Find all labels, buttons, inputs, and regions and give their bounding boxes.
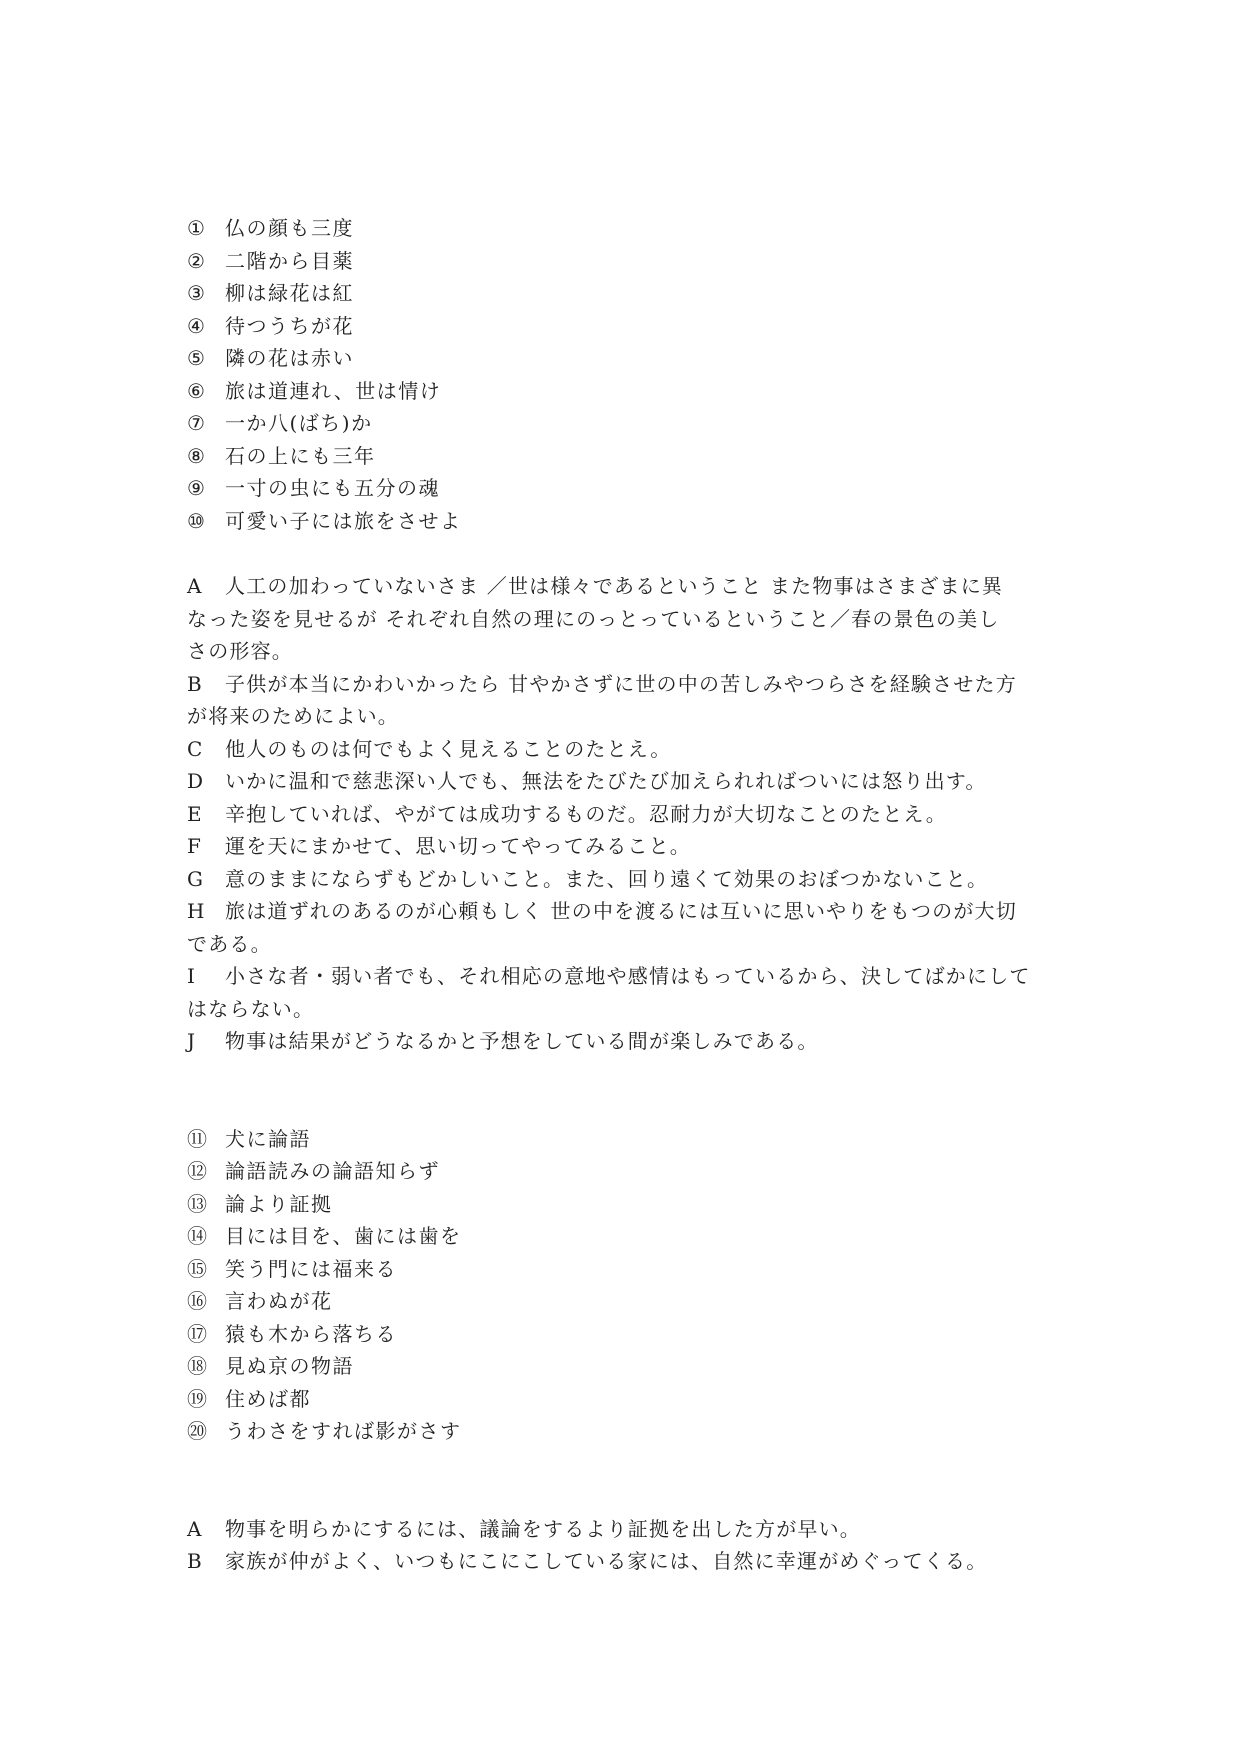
definition-text: 人工の加わっていないさま ／世は様々であるということ また物事はさまざまに異: [225, 574, 1004, 598]
item-number: ⑬: [187, 1191, 209, 1216]
definition-text: はならない。: [187, 996, 315, 1021]
definition-letter: G: [187, 866, 205, 891]
list-item: [187, 440, 1087, 473]
definition-text: 意のままにならずもどかしいこと。また、回り遠くて効果のおぼつかないこと。: [225, 866, 989, 891]
item-number: ⑭: [187, 1224, 209, 1248]
definition-line: [187, 1513, 1087, 1546]
list-item: [187, 1350, 1087, 1383]
item-text: 言わぬが花: [225, 1289, 333, 1313]
definition-text: 物事は結果がどうなるかと予想をしている間が楽しみである。: [225, 1029, 819, 1053]
definition-text: いかに温和で慈悲深い人でも、無法をたびたび加えられればついには怒り出す。: [225, 769, 987, 793]
definition-line: [187, 1025, 1087, 1058]
list-item: [187, 1220, 1087, 1253]
definition-line: [187, 668, 1087, 701]
item-text: 猿も木から落ちる: [225, 1321, 397, 1346]
item-number: ⑨: [187, 476, 207, 500]
item-number: ⑯: [187, 1289, 209, 1313]
item-text: 住めば都: [225, 1386, 311, 1411]
definition-line: [187, 570, 1087, 603]
list-item: [187, 245, 1087, 278]
list-item: [187, 310, 1087, 343]
item-text: 石の上にも三年: [225, 443, 376, 468]
definition-line: [187, 700, 1087, 733]
item-number: ⑤: [187, 346, 207, 370]
definition-letter: H: [187, 899, 206, 923]
item-text: 論語読みの論語知らず: [225, 1159, 440, 1183]
definition-letter: B: [187, 1549, 203, 1573]
list-item: [187, 342, 1087, 375]
definition-text: なった姿を見せるが それぞれ自然の理にのっとっているということ／春の景色の美し: [187, 606, 1000, 631]
definition-line: [187, 895, 1087, 928]
item-number: ⑱: [187, 1354, 209, 1378]
item-text: 犬に論語: [225, 1126, 311, 1151]
item-number: ⑧: [187, 443, 207, 468]
definition-letter: C: [187, 736, 204, 761]
definition-line: [187, 993, 1087, 1026]
item-number: ①: [187, 216, 207, 240]
item-text: 論より証拠: [225, 1191, 333, 1216]
item-text: 可愛い子には旅をさせよ: [225, 508, 462, 533]
proverb-list-1: [187, 212, 1087, 537]
list-item: [187, 375, 1087, 408]
item-number: ⑩: [187, 508, 207, 533]
list-item: [187, 505, 1087, 538]
definition-line: [187, 635, 1087, 668]
list-item: [187, 472, 1087, 505]
definition-line: [187, 863, 1087, 896]
item-number: ⑰: [187, 1321, 209, 1346]
item-text: 笑う門には福来る: [225, 1256, 397, 1281]
definition-line: [187, 603, 1087, 636]
item-text: 一か八(ばち)か: [225, 411, 373, 435]
definition-letter: D: [187, 769, 205, 793]
definition-line: [187, 960, 1087, 993]
list-item: [187, 1123, 1087, 1156]
list-item: [187, 1285, 1087, 1318]
definition-list-1: [187, 570, 1087, 1058]
definition-text: 子供が本当にかわいかったら 甘やかさずに世の中の苦しみやつらさを経験させた方: [225, 671, 1017, 696]
definition-letter: I: [187, 964, 197, 988]
item-text: 柳は緑花は紅: [225, 281, 354, 305]
definition-letter: E: [187, 801, 203, 826]
definition-letter: F: [187, 834, 203, 858]
item-number: ⑦: [187, 411, 207, 435]
list-item: [187, 277, 1087, 310]
definition-line: [187, 1545, 1087, 1578]
definition-text: 小さな者・弱い者でも、それ相応の意地や感情はもっているから、決してばかにして: [225, 964, 1031, 988]
proverb-list-2: [187, 1123, 1087, 1448]
list-item: [187, 1415, 1087, 1448]
list-item: [187, 212, 1087, 245]
definition-list-2: [187, 1513, 1087, 1578]
item-text: 見ぬ京の物語: [225, 1354, 354, 1378]
item-number: ⑪: [187, 1126, 209, 1151]
item-number: ⑳: [187, 1419, 209, 1443]
definition-text: 辛抱していれば、やがては成功するものだ。忍耐力が大切なことのたとえ。: [225, 801, 947, 826]
item-text: 仏の顔も三度: [225, 216, 354, 240]
spacer: [187, 1058, 1087, 1123]
item-text: うわさをすれば影がさす: [225, 1419, 462, 1443]
list-item: [187, 1155, 1087, 1188]
list-item: [187, 1318, 1087, 1351]
item-text: 隣の花は赤い: [225, 346, 354, 370]
item-text: 二階から目薬: [225, 248, 354, 273]
document-body: [187, 212, 1087, 1578]
item-number: ③: [187, 281, 207, 305]
definition-text: が将来のためによい。: [187, 704, 399, 728]
definition-letter: J: [187, 1029, 197, 1053]
list-item: [187, 1383, 1087, 1416]
definition-text: 物事を明らかにするには、議論をするより証拠を出した方が早い。: [225, 1516, 861, 1541]
definition-line: [187, 798, 1087, 831]
spacer: [187, 1448, 1087, 1513]
spacer: [187, 537, 1087, 570]
definition-letter: B: [187, 671, 203, 696]
item-number: ⑮: [187, 1256, 209, 1281]
item-number: ②: [187, 248, 207, 273]
definition-line: [187, 928, 1087, 961]
definition-text: 家族が仲がよく、いつもにこにこしている家には、自然に幸運がめぐってくる。: [225, 1549, 988, 1573]
definition-text: さの形容。: [187, 639, 293, 663]
item-number: ⑥: [187, 378, 207, 403]
item-text: 旅は道連れ、世は情け: [225, 378, 442, 403]
list-item: [187, 1188, 1087, 1221]
definition-text: 他人のものは何でもよく見えることのたとえ。: [225, 736, 672, 761]
definition-text: 運を天にまかせて、思い切ってやってみること。: [225, 834, 691, 858]
item-number: ⑲: [187, 1386, 209, 1411]
item-text: 一寸の虫にも五分の魂: [225, 476, 440, 500]
definition-letter: A: [187, 1516, 203, 1541]
definition-text: 旅は道ずれのあるのが心頼もしく 世の中を渡るには互いに思いやりをもつのが大切: [225, 899, 1017, 923]
definition-letter: A: [187, 574, 203, 598]
item-number: ⑫: [187, 1159, 209, 1183]
definition-text: である。: [187, 931, 272, 956]
item-text: 目には目を、歯には歯を: [225, 1224, 462, 1248]
definition-line: [187, 765, 1087, 798]
list-item: [187, 407, 1087, 440]
list-item: [187, 1253, 1087, 1286]
item-number: ④: [187, 313, 207, 338]
definition-line: [187, 733, 1087, 766]
item-text: 待つうちが花: [225, 313, 354, 338]
definition-line: [187, 830, 1087, 863]
